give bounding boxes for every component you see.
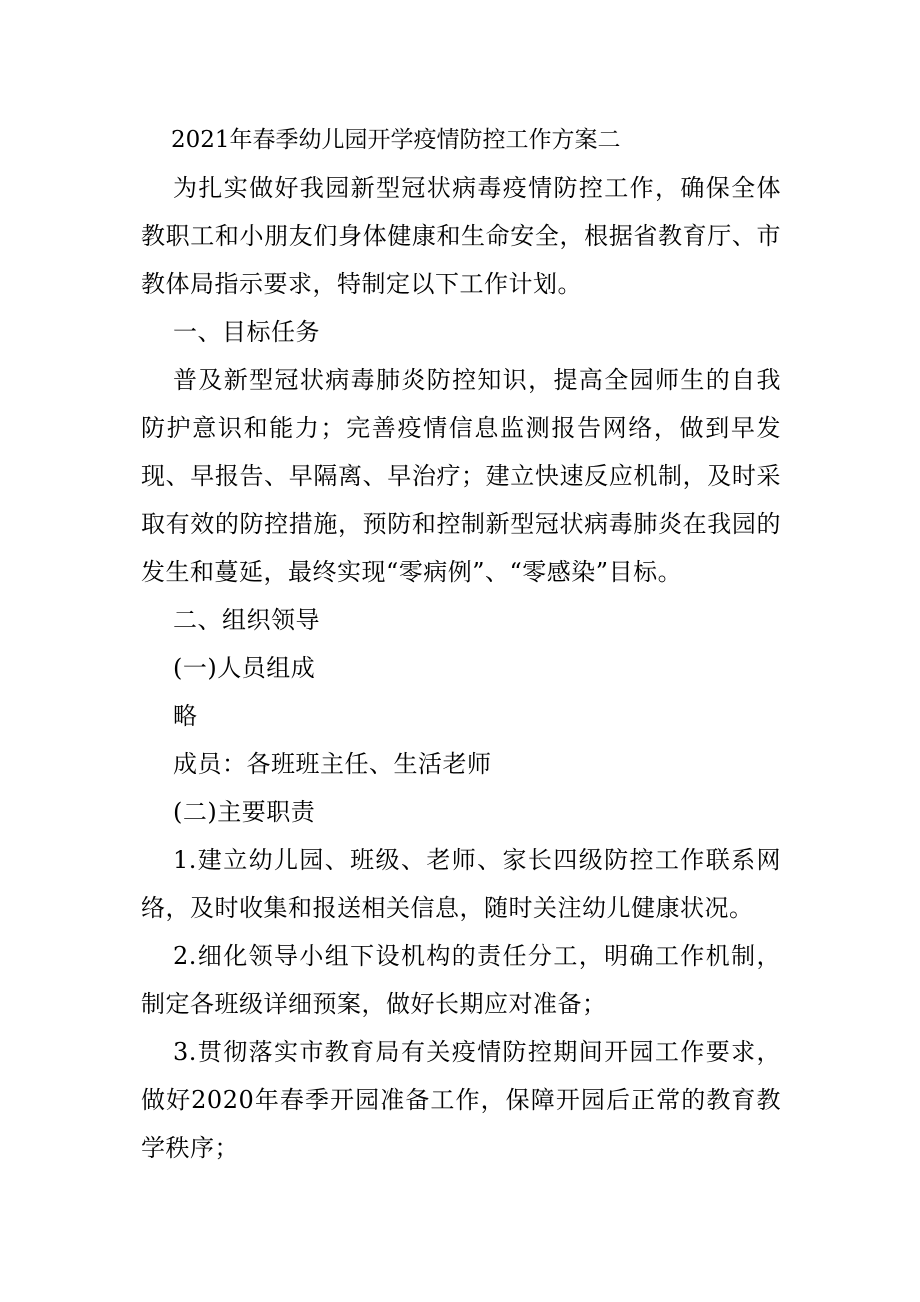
- section-heading-organization: 二、组织领导: [173, 606, 320, 634]
- duty-item-3: 3.贯彻落实市教育局有关疫情防控期间开园工作要求，做好2020年春季开园准备工作，保障开园后正常的教育教学秩序；: [141, 1038, 781, 1162]
- duty-item-2: 2.细化领导小组下设机构的责任分工，明确工作机制，制定各班级详细预案，做好长期应对准备；: [141, 942, 781, 1018]
- intro-paragraph: 为扎实做好我园新型冠状病毒疫情防控工作，确保全体教职工和小朋友们身体健康和生命安全，根据省教育厅、市教体局指示要求，特制定以下工作计划。: [141, 174, 781, 298]
- duty-item-1: 1.建立幼儿园、班级、老师、家长四级防控工作联系网络，及时收集和报送相关信息，随时关注幼儿健康状况。: [141, 846, 781, 922]
- document-title: 2021年春季幼儿园开学疫情防控工作方案二: [171, 127, 621, 153]
- members-line: 成员：各班班主任、生活老师: [173, 750, 492, 778]
- personnel-omitted: 略: [173, 702, 198, 730]
- document-body: [141, 116, 781, 1172]
- subheading-personnel: (一)人员组成: [173, 654, 316, 682]
- goals-paragraph: 普及新型冠状病毒肺炎防控知识，提高全园师生的自我防护意识和能力；完善疫情信息监测报告网络，做到早发现、早报告、早隔离、早治疗；建立快速反应机制，及时采取有效的防控措施，预防和控制新型冠状病毒肺炎在我园的发生和蔓延，最终实现“零病例”、“零感染”目标。: [141, 366, 781, 586]
- subheading-duties: (二)主要职责: [173, 798, 316, 826]
- section-heading-goals: 一、目标任务: [173, 318, 320, 346]
